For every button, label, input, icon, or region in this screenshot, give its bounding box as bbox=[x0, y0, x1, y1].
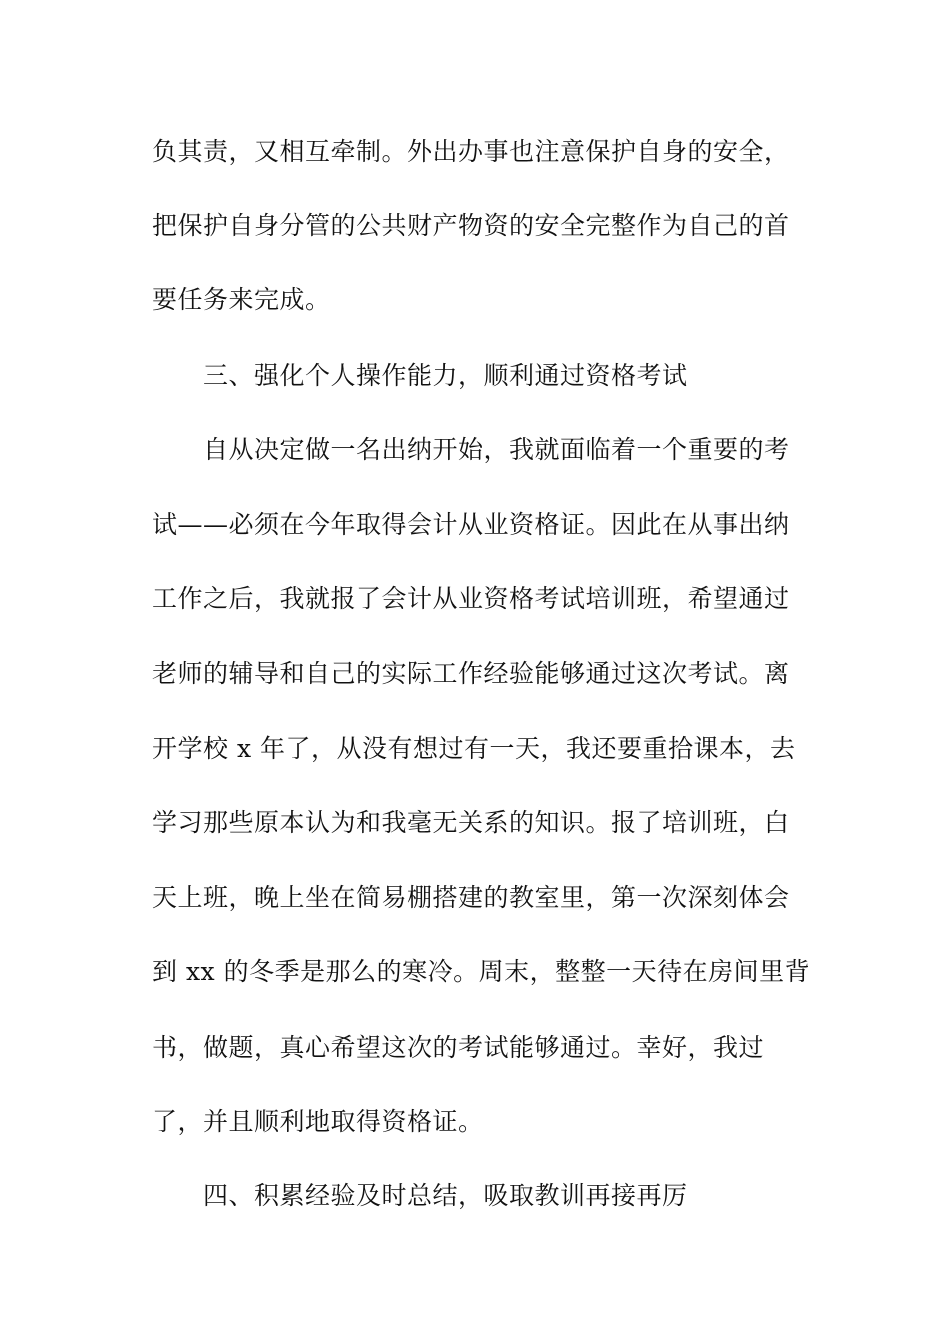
text-line: 书，做题，真心希望这次的考试能够通过。幸好，我过 bbox=[152, 1033, 765, 1062]
text-line: 老师的辅导和自己的实际工作经验能够通过这次考试。离 bbox=[152, 659, 790, 688]
text-line: 学习那些原本认为和我毫无关系的知识。报了培训班，白 bbox=[152, 808, 790, 837]
text-line: 天上班，晚上坐在简易棚搭建的教室里，第一次深刻体会 bbox=[152, 883, 790, 912]
section-heading: 三、强化个人操作能力，顺利通过资格考试 bbox=[203, 361, 688, 390]
section-heading: 四、积累经验及时总结，吸取教训再接再厉 bbox=[203, 1181, 688, 1210]
text-line: 试——必须在今年取得会计从业资格证。因此在从事出纳 bbox=[152, 510, 790, 539]
text-line: 自从决定做一名出纳开始，我就面临着一个重要的考 bbox=[203, 435, 790, 464]
text-line: 到 xx 的冬季是那么的寒冷。周末，整整一天待在房间里背 bbox=[152, 957, 811, 986]
text-line: 工作之后，我就报了会计从业资格考试培训班，希望通过 bbox=[152, 584, 790, 613]
text-line: 把保护自身分管的公共财产物资的安全完整作为自己的首 bbox=[152, 211, 790, 240]
text-line: 要任务来完成。 bbox=[152, 285, 331, 314]
text-line: 了，并且顺利地取得资格证。 bbox=[152, 1107, 484, 1136]
text-line: 开学校 x 年了，从没有想过有一天，我还要重拾课本，去 bbox=[152, 734, 796, 763]
text-line: 负其责，又相互牵制。外出办事也注意保护自身的安全， bbox=[152, 137, 790, 166]
